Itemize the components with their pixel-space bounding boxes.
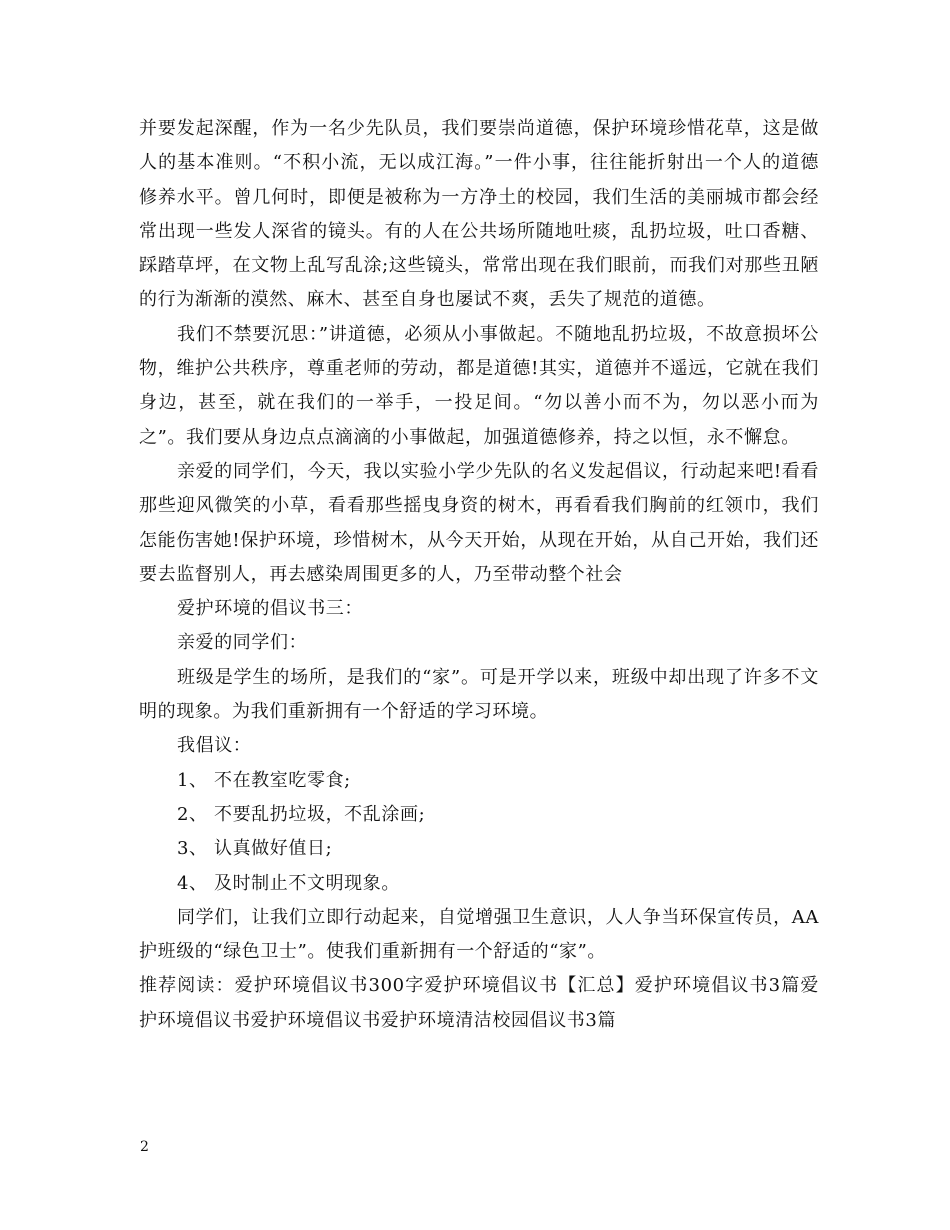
recommended-reading: 推荐阅读：爱护环境倡议书300字爱护环境倡议书【汇总】爱护环境倡议书3篇爱护环境倡议书爱护环境倡议书爱护环境清洁校园倡议书3篇 <box>139 975 819 1031</box>
proposal-heading: 我倡议： <box>177 735 252 757</box>
paragraph-3: 亲爱的同学们，今天，我以实验小学少先队的名义发起倡议，行动起来吧!看看那些迎风微笑的小草，看看那些摇曳身资的树木，再看看我们胸前的红领巾，我们怎能伤害她!保护环境，珍惜树木，从今天开始，从现在开始，从自己开始，我们还要去监督别人，再去感染周围更多的人，乃至带动整个社会 <box>139 460 819 585</box>
paragraph-1: 并要发起深醒，作为一名少先队员，我们要崇尚道德，保护环境珍惜花草，这是做人的基本准则。“不积小流，无以成江海。”一件小事，往往能折射出一个人的道德修养水平。曾几何时，即便是被称为一方净土的校园，我们生活的美丽城市都会经常出现一些发人深省的镜头。有的人在公共场所随地吐痰，乱扔垃圾，吐口香糖、踩踏草坪，在文物上乱写乱涂;这些镜头，常常出现在我们眼前，而我们对那些丑陋的行为渐渐的漠然、麻木、甚至自身也屡试不爽，丢失了规范的道德。 <box>139 118 819 311</box>
paragraph-2: 我们不禁要沉思：”讲道德，必须从小事做起。不随地乱扔垃圾，不故意损坏公物，维护公共秩序，尊重老师的劳动，都是道德!其实，道德并不遥远，它就在我们身边，甚至，就在我们的一举手，一投足间。“勿以善小而不为，勿以恶小而为之”。我们要从身边点点滴滴的小事做起，加强道德修养，持之以恒，永不懈怠。 <box>139 323 819 448</box>
list-item-3: 3、 认真做好值日; <box>177 838 333 860</box>
paragraph-intro: 班级是学生的场所，是我们的“家”。可是开学以来，班级中却出现了许多不文明的现象。为我们重新拥有一个舒适的学习环境。 <box>139 666 819 723</box>
document-body <box>139 112 819 1038</box>
list-item-1: 1、 不在教室吃零食; <box>177 769 351 791</box>
list-item-4: 4、 及时制止不文明现象。 <box>177 872 400 894</box>
section-heading: 爱护环境的倡议书三： <box>177 598 363 620</box>
salutation: 亲爱的同学们： <box>177 632 308 654</box>
closing-paragraph: 同学们，让我们立即行动起来，自觉增强卫生意识，人人争当环保宣传员，AA护班级的“绿色卫士”。使我们重新拥有一个舒适的“家”。 <box>139 906 819 963</box>
page-number: 2 <box>140 1139 149 1155</box>
list-item-2: 2、 不要乱扔垃圾，不乱涂画; <box>177 803 426 825</box>
